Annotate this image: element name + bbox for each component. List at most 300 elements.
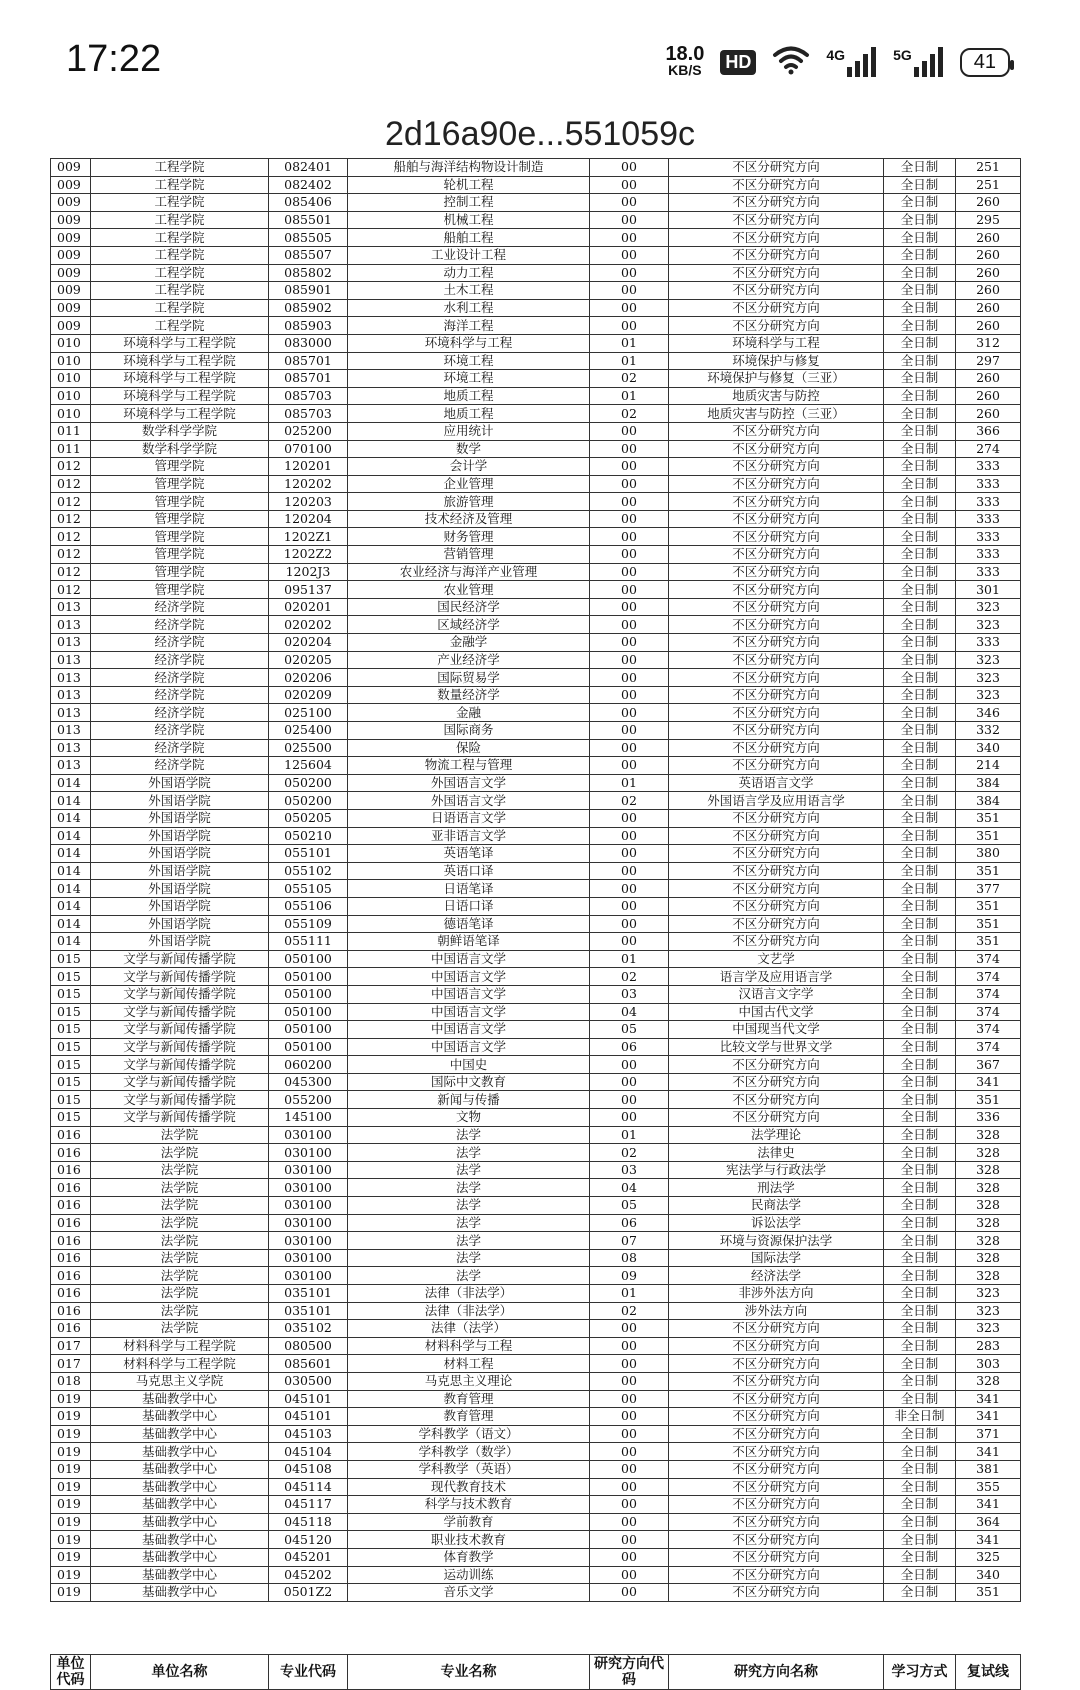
direction-name-cell: 比较文学与世界文学: [669, 1038, 884, 1056]
major-name-cell: 马克思主义理论: [348, 1372, 590, 1390]
direction-code-cell: 04: [590, 1179, 669, 1197]
unit-code-cell: 016: [51, 1285, 91, 1303]
unit-code-cell: 010: [51, 387, 91, 405]
direction-name-cell: 不区分研究方向: [669, 598, 884, 616]
unit-code-cell: 016: [51, 1249, 91, 1267]
retest-score-cell: 260: [956, 387, 1021, 405]
retest-score-cell: 260: [956, 264, 1021, 282]
direction-code-cell: 00: [590, 845, 669, 863]
direction-code-cell: 00: [590, 827, 669, 845]
retest-score-cell: 355: [956, 1478, 1021, 1496]
major-code-cell: 030100: [269, 1197, 348, 1215]
direction-name-cell: 不区分研究方向: [669, 651, 884, 669]
study-mode-cell: 全日制: [884, 1337, 956, 1355]
clock: 17:22: [66, 38, 162, 80]
major-name-cell: 中国语言文学: [348, 950, 590, 968]
retest-score-cell: 351: [956, 915, 1021, 933]
major-name-cell: 国际商务: [348, 722, 590, 740]
retest-score-cell: 351: [956, 1584, 1021, 1602]
direction-name-cell: 不区分研究方向: [669, 827, 884, 845]
unit-name-cell: 管理学院: [91, 458, 269, 476]
direction-code-cell: 00: [590, 211, 669, 229]
table-row: [51, 440, 1021, 458]
unit-code-cell: 009: [51, 176, 91, 194]
direction-code-cell: 07: [590, 1232, 669, 1250]
retest-score-cell: 374: [956, 950, 1021, 968]
direction-name-cell: 不区分研究方向: [669, 1408, 884, 1426]
study-mode-cell: 全日制: [884, 370, 956, 388]
unit-name-cell: 工程学院: [91, 159, 269, 177]
major-code-cell: 030100: [269, 1161, 348, 1179]
major-code-cell: 1202J3: [269, 563, 348, 581]
unit-name-cell: 经济学院: [91, 722, 269, 740]
direction-name-cell: 不区分研究方向: [669, 1460, 884, 1478]
study-mode-cell: 全日制: [884, 1197, 956, 1215]
study-mode-cell: 全日制: [884, 176, 956, 194]
unit-name-cell: 经济学院: [91, 704, 269, 722]
major-name-cell: 法学: [348, 1214, 590, 1232]
direction-code-cell: 04: [590, 1003, 669, 1021]
retest-score-cell: 325: [956, 1548, 1021, 1566]
unit-name-cell: 外国语学院: [91, 827, 269, 845]
major-name-cell: 科学与技术教育: [348, 1496, 590, 1514]
study-mode-cell: 全日制: [884, 792, 956, 810]
major-code-cell: 050100: [269, 1038, 348, 1056]
major-code-cell: 050200: [269, 792, 348, 810]
direction-code-cell: 05: [590, 1197, 669, 1215]
direction-code-cell: 00: [590, 528, 669, 546]
table-row: [51, 528, 1021, 546]
direction-code-cell: 06: [590, 1038, 669, 1056]
major-name-cell: 机械工程: [348, 211, 590, 229]
study-mode-cell: 全日制: [884, 1584, 956, 1602]
major-name-cell: 材料工程: [348, 1355, 590, 1373]
table-row: [51, 1003, 1021, 1021]
unit-name-cell: 法学院: [91, 1126, 269, 1144]
direction-name-cell: 不区分研究方向: [669, 1355, 884, 1373]
study-mode-cell: 全日制: [884, 686, 956, 704]
battery-icon: 41: [960, 48, 1010, 77]
study-mode-cell: 全日制: [884, 1320, 956, 1338]
unit-code-cell: 014: [51, 809, 91, 827]
unit-name-cell: 文学与新闻传播学院: [91, 1021, 269, 1039]
major-name-cell: 国际中文教育: [348, 1073, 590, 1091]
major-name-cell: 材料科学与工程: [348, 1337, 590, 1355]
direction-name-cell: 不区分研究方向: [669, 510, 884, 528]
major-name-cell: 中国史: [348, 1056, 590, 1074]
major-name-cell: 英语口译: [348, 862, 590, 880]
table-row: [51, 1584, 1021, 1602]
direction-code-cell: 00: [590, 862, 669, 880]
unit-code-cell: 009: [51, 246, 91, 264]
major-code-cell: 025200: [269, 422, 348, 440]
table-row: [51, 968, 1021, 986]
table-row: [51, 915, 1021, 933]
study-mode-cell: 全日制: [884, 405, 956, 423]
retest-score-cell: 312: [956, 334, 1021, 352]
unit-name-cell: 文学与新闻传播学院: [91, 1003, 269, 1021]
unit-code-cell: 013: [51, 757, 91, 775]
major-name-cell: 中国语言文学: [348, 1003, 590, 1021]
unit-name-cell: 管理学院: [91, 510, 269, 528]
study-mode-cell: 全日制: [884, 1091, 956, 1109]
unit-name-cell: 外国语学院: [91, 915, 269, 933]
table-row: [51, 229, 1021, 247]
major-name-cell: 国际贸易学: [348, 669, 590, 687]
major-name-cell: 职业技术教育: [348, 1531, 590, 1549]
retest-score-cell: 332: [956, 722, 1021, 740]
study-mode-cell: 全日制: [884, 493, 956, 511]
direction-name-cell: 不区分研究方向: [669, 194, 884, 212]
direction-name-cell: 不区分研究方向: [669, 211, 884, 229]
direction-name-cell: 非涉外法方向: [669, 1285, 884, 1303]
direction-name-cell: 不区分研究方向: [669, 809, 884, 827]
unit-name-cell: 环境科学与工程学院: [91, 370, 269, 388]
retest-score-cell: 374: [956, 1038, 1021, 1056]
table-row: [51, 1548, 1021, 1566]
direction-code-cell: 00: [590, 669, 669, 687]
direction-name-cell: 不区分研究方向: [669, 264, 884, 282]
major-code-cell: 050100: [269, 950, 348, 968]
major-code-cell: 060200: [269, 1056, 348, 1074]
direction-name-cell: 不区分研究方向: [669, 546, 884, 564]
direction-name-cell: 不区分研究方向: [669, 704, 884, 722]
unit-name-cell: 法学院: [91, 1232, 269, 1250]
study-mode-cell: 全日制: [884, 1179, 956, 1197]
retest-score-cell: 384: [956, 792, 1021, 810]
major-name-cell: 环境工程: [348, 370, 590, 388]
unit-name-cell: 经济学院: [91, 669, 269, 687]
study-mode-cell: 全日制: [884, 880, 956, 898]
retest-score-cell: 283: [956, 1337, 1021, 1355]
unit-code-cell: 012: [51, 546, 91, 564]
direction-name-cell: 宪法学与行政法学: [669, 1161, 884, 1179]
unit-name-cell: 管理学院: [91, 563, 269, 581]
major-name-cell: 日语口译: [348, 897, 590, 915]
retest-score-cell: 374: [956, 968, 1021, 986]
direction-code-cell: 00: [590, 1531, 669, 1549]
retest-score-cell: 336: [956, 1109, 1021, 1127]
retest-score-cell: 333: [956, 546, 1021, 564]
direction-name-cell: 不区分研究方向: [669, 1496, 884, 1514]
table-row: [51, 686, 1021, 704]
retest-score-cell: 341: [956, 1073, 1021, 1091]
table-row: [51, 1214, 1021, 1232]
status-icons: [665, 42, 1010, 82]
retest-score-cell: 351: [956, 862, 1021, 880]
table-row: [51, 809, 1021, 827]
direction-code-cell: 00: [590, 1109, 669, 1127]
unit-name-cell: 基础教学中心: [91, 1425, 269, 1443]
unit-code-cell: 010: [51, 370, 91, 388]
major-code-cell: 045108: [269, 1460, 348, 1478]
unit-name-cell: 基础教学中心: [91, 1548, 269, 1566]
retest-score-cell: 346: [956, 704, 1021, 722]
direction-name-cell: 不区分研究方向: [669, 722, 884, 740]
unit-name-cell: 基础教学中心: [91, 1460, 269, 1478]
study-mode-cell: 全日制: [884, 1460, 956, 1478]
major-name-cell: 新闻与传播: [348, 1091, 590, 1109]
signal-5g-label: 5G: [893, 47, 912, 63]
unit-name-cell: 环境科学与工程学院: [91, 334, 269, 352]
study-mode-cell: 全日制: [884, 317, 956, 335]
direction-code-cell: 00: [590, 704, 669, 722]
table-row: [51, 880, 1021, 898]
table-row: [51, 1513, 1021, 1531]
direction-name-cell: 环境与资源保护法学: [669, 1232, 884, 1250]
major-code-cell: 085703: [269, 387, 348, 405]
major-code-cell: 055105: [269, 880, 348, 898]
unit-name-cell: 法学院: [91, 1214, 269, 1232]
study-mode-cell: 全日制: [884, 1003, 956, 1021]
major-code-cell: 055109: [269, 915, 348, 933]
unit-code-cell: 016: [51, 1267, 91, 1285]
retest-score-cell: 323: [956, 598, 1021, 616]
unit-code-cell: 016: [51, 1179, 91, 1197]
retest-score-cell: 333: [956, 510, 1021, 528]
major-name-cell: 体育教学: [348, 1548, 590, 1566]
major-name-cell: 音乐文学: [348, 1584, 590, 1602]
unit-code-cell: 013: [51, 722, 91, 740]
unit-name-cell: 工程学院: [91, 264, 269, 282]
retest-score-cell: 260: [956, 317, 1021, 335]
major-code-cell: 085701: [269, 352, 348, 370]
direction-code-cell: 00: [590, 897, 669, 915]
direction-name-cell: 不区分研究方向: [669, 299, 884, 317]
retest-score-cell: 333: [956, 475, 1021, 493]
column-header-retest-score: 复试线: [956, 1655, 1021, 1690]
major-name-cell: 水利工程: [348, 299, 590, 317]
direction-code-cell: 02: [590, 968, 669, 986]
retest-score-cell: 328: [956, 1126, 1021, 1144]
direction-code-cell: 00: [590, 1478, 669, 1496]
table-row: [51, 563, 1021, 581]
direction-name-cell: 英语语言文学: [669, 774, 884, 792]
unit-name-cell: 文学与新闻传播学院: [91, 1038, 269, 1056]
table-row: [51, 1337, 1021, 1355]
direction-code-cell: 00: [590, 440, 669, 458]
major-code-cell: 1202Z2: [269, 546, 348, 564]
retest-score-cell: 323: [956, 616, 1021, 634]
retest-score-cell: 333: [956, 528, 1021, 546]
major-code-cell: 050210: [269, 827, 348, 845]
unit-name-cell: 外国语学院: [91, 774, 269, 792]
unit-code-cell: 013: [51, 598, 91, 616]
direction-name-cell: 不区分研究方向: [669, 739, 884, 757]
major-code-cell: 035101: [269, 1302, 348, 1320]
unit-name-cell: 法学院: [91, 1267, 269, 1285]
study-mode-cell: 全日制: [884, 704, 956, 722]
unit-code-cell: 016: [51, 1214, 91, 1232]
table-row: [51, 1285, 1021, 1303]
major-code-cell: 035101: [269, 1285, 348, 1303]
unit-code-cell: 009: [51, 159, 91, 177]
study-mode-cell: 全日制: [884, 669, 956, 687]
retest-score-cell: 328: [956, 1144, 1021, 1162]
unit-code-cell: 016: [51, 1302, 91, 1320]
study-mode-cell: 全日制: [884, 458, 956, 476]
unit-name-cell: 文学与新闻传播学院: [91, 1109, 269, 1127]
retest-score-cell: 297: [956, 352, 1021, 370]
major-name-cell: 地质工程: [348, 387, 590, 405]
study-mode-cell: 全日制: [884, 1038, 956, 1056]
retest-score-cell: 328: [956, 1267, 1021, 1285]
major-code-cell: 055111: [269, 933, 348, 951]
retest-score-cell: 260: [956, 370, 1021, 388]
major-code-cell: 145100: [269, 1109, 348, 1127]
major-code-cell: 070100: [269, 440, 348, 458]
major-name-cell: 数量经济学: [348, 686, 590, 704]
study-mode-cell: 全日制: [884, 1144, 956, 1162]
table-row: [51, 985, 1021, 1003]
unit-name-cell: 管理学院: [91, 475, 269, 493]
study-mode-cell: 全日制: [884, 1548, 956, 1566]
unit-name-cell: 经济学院: [91, 739, 269, 757]
unit-code-cell: 012: [51, 475, 91, 493]
study-mode-cell: 全日制: [884, 845, 956, 863]
unit-code-cell: 019: [51, 1425, 91, 1443]
direction-code-cell: 02: [590, 1302, 669, 1320]
unit-name-cell: 基础教学中心: [91, 1513, 269, 1531]
unit-code-cell: 019: [51, 1566, 91, 1584]
major-name-cell: 数学: [348, 440, 590, 458]
direction-name-cell: 刑法学: [669, 1179, 884, 1197]
major-name-cell: 法律（法学）: [348, 1320, 590, 1338]
direction-code-cell: 00: [590, 1337, 669, 1355]
unit-code-cell: 015: [51, 1021, 91, 1039]
table-row: [51, 1144, 1021, 1162]
unit-name-cell: 管理学院: [91, 581, 269, 599]
major-name-cell: 朝鲜语笔译: [348, 933, 590, 951]
table-row: [51, 774, 1021, 792]
unit-code-cell: 013: [51, 669, 91, 687]
direction-name-cell: 不区分研究方向: [669, 897, 884, 915]
direction-name-cell: 诉讼法学: [669, 1214, 884, 1232]
wifi-icon: [772, 45, 810, 79]
study-mode-cell: 全日制: [884, 1355, 956, 1373]
table-row: [51, 634, 1021, 652]
retest-score-cell: 328: [956, 1214, 1021, 1232]
major-code-cell: 020202: [269, 616, 348, 634]
study-mode-cell: 全日制: [884, 722, 956, 740]
unit-code-cell: 012: [51, 458, 91, 476]
study-mode-cell: 全日制: [884, 1285, 956, 1303]
major-name-cell: 法学: [348, 1197, 590, 1215]
retest-score-cell: 341: [956, 1408, 1021, 1426]
major-code-cell: 020205: [269, 651, 348, 669]
network-speed: [665, 43, 705, 78]
table-row: [51, 704, 1021, 722]
major-code-cell: 045104: [269, 1443, 348, 1461]
major-name-cell: 日语笔译: [348, 880, 590, 898]
unit-code-cell: 019: [51, 1513, 91, 1531]
score-table: [50, 158, 1020, 1602]
table-row: [51, 1443, 1021, 1461]
unit-name-cell: 工程学院: [91, 194, 269, 212]
study-mode-cell: 全日制: [884, 1390, 956, 1408]
table-row: [51, 1320, 1021, 1338]
major-name-cell: 法学: [348, 1161, 590, 1179]
direction-name-cell: 不区分研究方向: [669, 1425, 884, 1443]
unit-code-cell: 016: [51, 1126, 91, 1144]
unit-name-cell: 环境科学与工程学院: [91, 405, 269, 423]
major-code-cell: 030100: [269, 1179, 348, 1197]
major-code-cell: 055102: [269, 862, 348, 880]
unit-code-cell: 013: [51, 634, 91, 652]
direction-code-cell: 02: [590, 370, 669, 388]
major-name-cell: 农业管理: [348, 581, 590, 599]
unit-name-cell: 工程学院: [91, 299, 269, 317]
unit-name-cell: 外国语学院: [91, 933, 269, 951]
direction-code-cell: 00: [590, 1443, 669, 1461]
direction-code-cell: 00: [590, 757, 669, 775]
unit-name-cell: 工程学院: [91, 176, 269, 194]
direction-code-cell: 02: [590, 1144, 669, 1162]
unit-name-cell: 文学与新闻传播学院: [91, 968, 269, 986]
unit-name-cell: 经济学院: [91, 598, 269, 616]
direction-name-cell: 不区分研究方向: [669, 1390, 884, 1408]
table-row: [51, 317, 1021, 335]
major-name-cell: 中国语言文学: [348, 985, 590, 1003]
direction-code-cell: 00: [590, 915, 669, 933]
direction-name-cell: 不区分研究方向: [669, 862, 884, 880]
table-row: [51, 1056, 1021, 1074]
direction-code-cell: 02: [590, 792, 669, 810]
table-row: [51, 950, 1021, 968]
table-row: [51, 1249, 1021, 1267]
unit-name-cell: 基础教学中心: [91, 1496, 269, 1514]
direction-name-cell: 环境科学与工程: [669, 334, 884, 352]
direction-name-cell: 中国古代文学: [669, 1003, 884, 1021]
unit-code-cell: 010: [51, 334, 91, 352]
direction-code-cell: 00: [590, 634, 669, 652]
unit-code-cell: 014: [51, 827, 91, 845]
major-name-cell: 中国语言文学: [348, 1021, 590, 1039]
study-mode-cell: 全日制: [884, 581, 956, 599]
retest-score-cell: 341: [956, 1390, 1021, 1408]
direction-name-cell: 不区分研究方向: [669, 915, 884, 933]
direction-name-cell: 不区分研究方向: [669, 1548, 884, 1566]
unit-code-cell: 013: [51, 704, 91, 722]
study-mode-cell: 全日制: [884, 985, 956, 1003]
major-name-cell: 产业经济学: [348, 651, 590, 669]
major-name-cell: 教育管理: [348, 1408, 590, 1426]
unit-code-cell: 019: [51, 1443, 91, 1461]
unit-name-cell: 基础教学中心: [91, 1443, 269, 1461]
direction-name-cell: 不区分研究方向: [669, 317, 884, 335]
direction-code-cell: 00: [590, 1355, 669, 1373]
table-row: [51, 1390, 1021, 1408]
direction-name-cell: 不区分研究方向: [669, 422, 884, 440]
retest-score-cell: 328: [956, 1372, 1021, 1390]
direction-code-cell: 01: [590, 1285, 669, 1303]
direction-name-cell: 不区分研究方向: [669, 1584, 884, 1602]
major-code-cell: 085505: [269, 229, 348, 247]
study-mode-cell: 全日制: [884, 1302, 956, 1320]
major-name-cell: 环境工程: [348, 352, 590, 370]
study-mode-cell: 全日制: [884, 862, 956, 880]
major-code-cell: 050100: [269, 968, 348, 986]
direction-name-cell: 民商法学: [669, 1197, 884, 1215]
major-code-cell: 025100: [269, 704, 348, 722]
major-code-cell: 045201: [269, 1548, 348, 1566]
table-row: [51, 1073, 1021, 1091]
direction-name-cell: 不区分研究方向: [669, 475, 884, 493]
unit-code-cell: 012: [51, 528, 91, 546]
unit-code-cell: 009: [51, 317, 91, 335]
retest-score-cell: 323: [956, 1285, 1021, 1303]
unit-name-cell: 经济学院: [91, 686, 269, 704]
